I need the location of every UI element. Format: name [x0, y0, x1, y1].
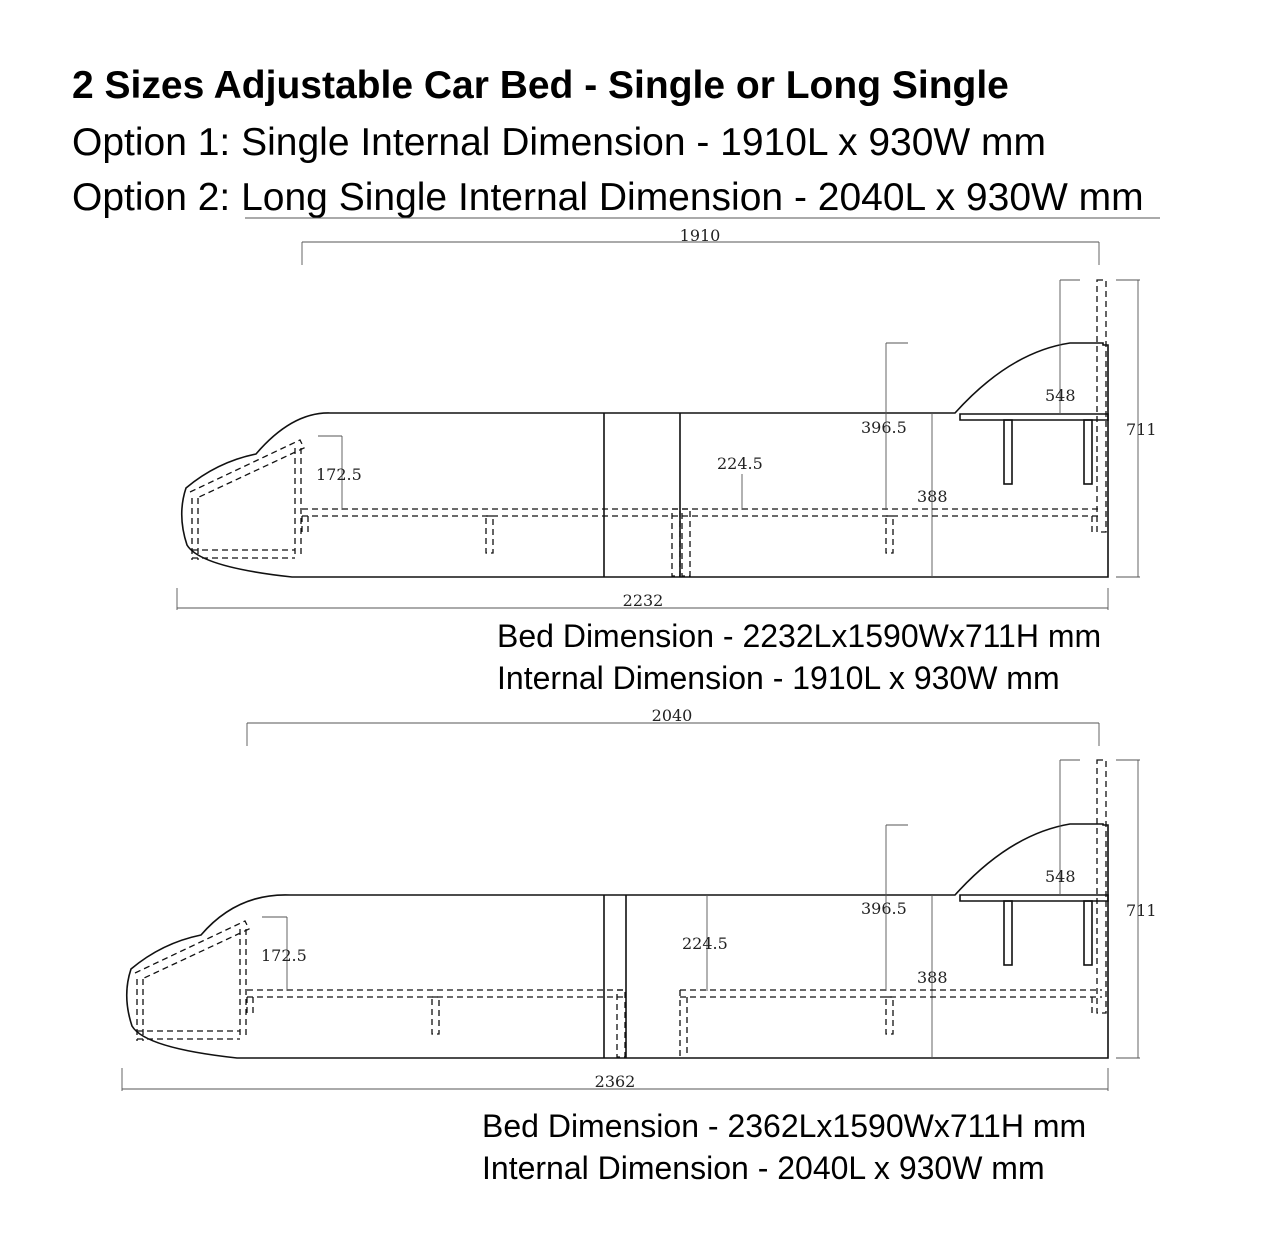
- option-1-text: Option 1: Single Internal Dimension - 1910L x 930W mm: [72, 121, 1047, 164]
- label-internal-length: 2040: [651, 706, 693, 725]
- label-dim-d: 388: [917, 968, 948, 987]
- shelf: [960, 895, 1108, 901]
- label-dim-a: 172.5: [316, 465, 362, 484]
- shelf-leg: [1084, 420, 1092, 484]
- label-overall-length: 2232: [622, 591, 664, 610]
- dimension-internal-length: [247, 706, 1099, 746]
- label-dim-c: 396.5: [861, 899, 907, 918]
- hidden-lines: [190, 280, 1106, 576]
- dimension-internal-length: [302, 226, 1099, 265]
- label-dim-c: 396.5: [861, 418, 907, 437]
- caption-internal-dimension: Internal Dimension - 1910L x 930W mm: [497, 660, 1060, 696]
- caption-bed-dimension: Bed Dimension - 2232Lx1590Wx711H mm: [497, 618, 1102, 654]
- bed-drawing-long-single: [122, 706, 1157, 1091]
- label-dim-e: 548: [1045, 867, 1076, 886]
- label-height: 711: [1126, 901, 1157, 920]
- label-dim-d: 388: [917, 487, 948, 506]
- caption-internal-dimension: Internal Dimension - 2040L x 930W mm: [482, 1150, 1045, 1186]
- shelf-leg: [1004, 901, 1012, 965]
- hidden-lines: [135, 760, 1106, 1057]
- bed-drawing-single: [177, 226, 1157, 610]
- bed-outline: [182, 343, 1108, 577]
- label-dim-b: 224.5: [717, 454, 763, 473]
- inner-dimensions: [261, 760, 1080, 991]
- label-height: 711: [1126, 420, 1157, 439]
- page-title: 2 Sizes Adjustable Car Bed - Single or Long Single: [72, 64, 1009, 107]
- label-overall-length: 2362: [594, 1072, 636, 1091]
- option-2-text: Option 2: Long Single Internal Dimension - 2040L x 930W mm: [72, 176, 1144, 219]
- dimension-height: [1116, 280, 1157, 577]
- label-dim-a: 172.5: [261, 946, 307, 965]
- bed-outline: [127, 824, 1108, 1058]
- caption-bed-dimension: Bed Dimension - 2362Lx1590Wx711H mm: [482, 1108, 1087, 1144]
- dimension-height: [1116, 760, 1157, 1058]
- inner-dimensions: [316, 280, 1080, 510]
- dimension-overall-length: [177, 588, 1108, 610]
- dimension-overall-length: [122, 1068, 1108, 1091]
- label-dim-e: 548: [1045, 386, 1076, 405]
- label-dim-b: 224.5: [682, 934, 728, 953]
- label-internal-length: 1910: [679, 226, 721, 245]
- shelf-leg: [1004, 420, 1012, 484]
- shelf: [960, 414, 1108, 420]
- shelf-leg: [1084, 901, 1092, 965]
